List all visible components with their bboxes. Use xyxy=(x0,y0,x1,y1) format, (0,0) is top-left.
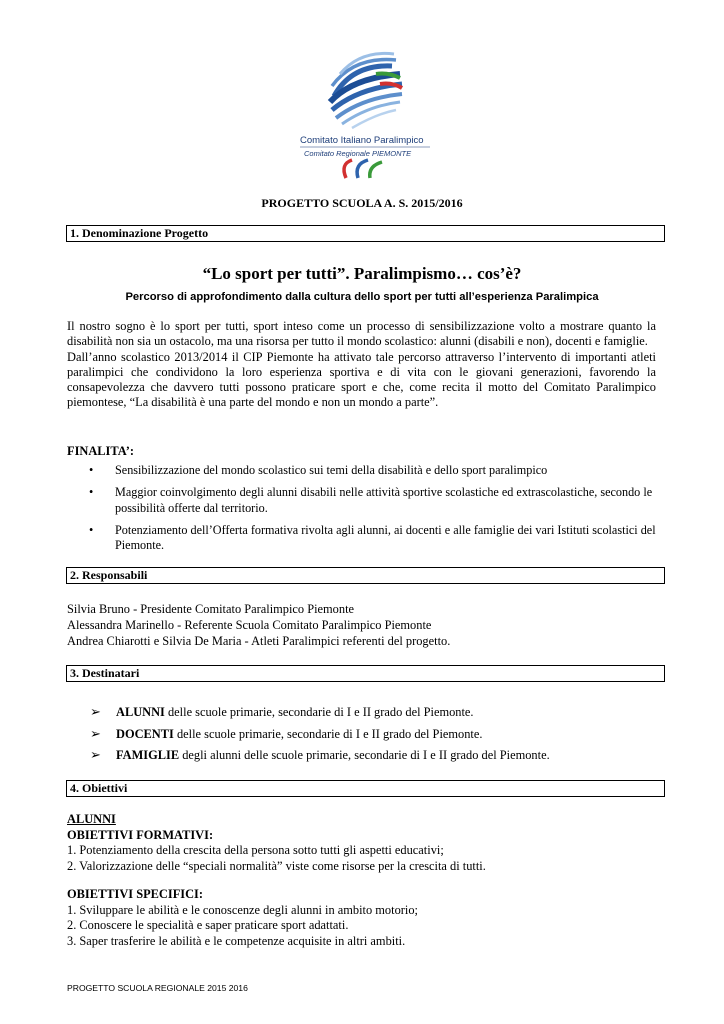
finalita-list xyxy=(87,463,659,560)
list-item: 2. Conoscere le specialità e saper praticare sport adattati. xyxy=(67,918,349,932)
list-item: • Potenziamento dell’Offerta formativa rivolta agli alunni, ai docenti e alle famiglie dei vari Istituti scolastici del Piemonte. xyxy=(89,522,656,553)
arrow-bullet-icon: ➢ xyxy=(90,726,101,742)
list-item: ➢ ALUNNI delle scuole primarie, secondarie di I e II grado del Piemonte. xyxy=(90,702,550,724)
intro-text xyxy=(67,319,656,411)
bullet-icon: • xyxy=(89,485,94,500)
list-item: ➢ FAMIGLIE degli alunni delle scuole primarie, secondarie di I e II grado del Piemonte. xyxy=(90,745,550,767)
alunni-label: ALUNNI xyxy=(67,812,116,826)
section-3-header: 3. Destinatari xyxy=(66,665,665,682)
list-item: Andrea Chiarotti e Silvia De Maria - Atleti Paralimpici referenti del progetto. xyxy=(67,634,451,648)
list-item: Silvia Bruno - Presidente Comitato Paralimpico Piemonte xyxy=(67,602,355,616)
arrow-bullet-icon: ➢ xyxy=(90,748,101,763)
agitos-icon xyxy=(344,160,382,178)
responsabili-list xyxy=(67,601,450,649)
intro-paragraph-1: Il nostro sogno è lo sport per tutti, sport inteso come un processo di sensibilizzazione volto a mostrare quanto la disabilità non sia un ostacolo, ma una risorsa per tutto il mondo scolastico: alunni (disabili e non), docenti e famiglie. xyxy=(67,319,656,349)
project-heading: PROGETTO SCUOLA A. S. 2015/2016 xyxy=(261,196,463,210)
list-item: 1. Sviluppare le abilità e le conoscenze degli alunni in ambito motorio; xyxy=(67,902,418,917)
section-1-header: 1. Denominazione Progetto xyxy=(66,225,665,242)
logo-subtitle: Comitato Regionale PIEMONTE xyxy=(304,149,412,158)
bullet-icon: • xyxy=(89,463,94,477)
list-item: 2. Valorizzazione delle “speciali normalità” viste come risorse per la crescita di tutti. xyxy=(67,858,486,873)
finalita-label: FINALITA’: xyxy=(67,444,134,458)
list-item: ➢ DOCENTI delle scuole primarie, secondarie di I e II grado del Piemonte. xyxy=(90,724,550,746)
obiettivi-block xyxy=(67,812,486,949)
page-footer: PROGETTO SCUOLA REGIONALE 2015 2016 xyxy=(67,983,248,993)
cip-piemonte-logo xyxy=(296,44,432,184)
specifici-label: OBIETTIVI SPECIFICI: xyxy=(67,887,203,901)
list-item: • Maggior coinvolgimento degli alunni disabili nelle attività sportive scolastiche ed extrascolastiche, secondo le possibilità offerte dal territorio. xyxy=(89,485,653,515)
formativi-label: OBIETTIVI FORMATIVI: xyxy=(67,827,214,842)
intro-paragraph-2: Dall’anno scolastico 2013/2014 il CIP Piemonte ha attivato tale percorso attraverso l’intervento di importanti atleti paralimpici che condividono la loro esperienza sportiva e di vita con le giovani generazioni, favorendo la consapevolezza che davvero tutti possono praticare sport e che, come recita il motto del Comitato Paralimpico piemontese, “La disabilità è una parte del mondo e non un mondo a parte”. xyxy=(67,349,656,410)
list-item: 3. Saper trasferire le abilità e le competenze acquisite in altri ambiti. xyxy=(67,933,406,948)
list-item: Alessandra Marinello - Referente Scuola Comitato Paralimpico Piemonte xyxy=(67,618,432,632)
list-item: 1. Potenziamento della crescita della persona sotto tutti gli aspetti educativi; xyxy=(67,843,444,857)
list-item: • Sensibilizzazione del mondo scolastico sui temi della disabilità e dello sport paralimpico xyxy=(89,463,548,477)
section-4-header: 4. Obiettivi xyxy=(66,780,665,797)
swirl-globe-icon xyxy=(330,53,402,128)
destinatari-list xyxy=(90,702,550,767)
logo-title: Comitato Italiano Paralimpico xyxy=(300,135,424,146)
project-title: “Lo sport per tutti”. Paralimpismo… cos’è? xyxy=(202,264,522,283)
section-2-header: 2. Responsabili xyxy=(66,567,665,584)
project-subtitle: Percorso di approfondimento dalla cultura dello sport per tutti all’esperienza Paralimpica xyxy=(125,291,599,303)
arrow-bullet-icon: ➢ xyxy=(90,705,101,720)
bullet-icon: • xyxy=(89,522,94,537)
